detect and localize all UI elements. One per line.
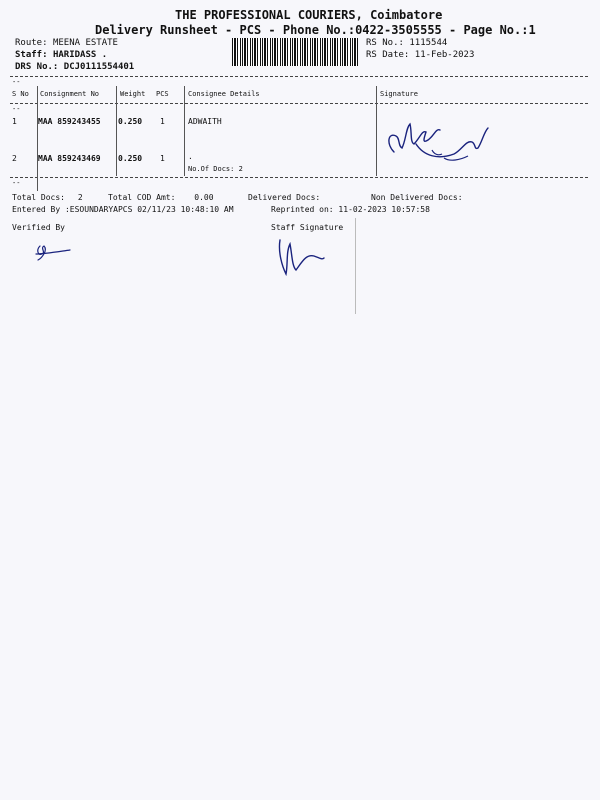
company-title: THE PROFESSIONAL COURIERS, Coimbatore — [175, 8, 443, 22]
total-docs-value: 2 — [77, 193, 83, 202]
total-docs — [12, 193, 83, 202]
faint-line — [355, 218, 356, 314]
col-header-pcs: PCS — [156, 90, 169, 98]
reprinted-on: Reprinted on: 11-02-2023 10:57:58 — [271, 205, 430, 214]
staff-value: HARIDASS . — [52, 50, 108, 60]
row-2-consignee: . — [188, 152, 193, 161]
row-1-sno: 1 — [12, 117, 17, 126]
rule-dash: -- — [12, 78, 21, 86]
total-cod — [108, 193, 214, 202]
col-header-sno: S No — [12, 90, 29, 98]
col-sep — [184, 86, 185, 176]
entered-by: Entered By :ESOUNDARYAPCS 02/11/23 10:48:10 AM — [12, 205, 234, 214]
row-1-pcs: 1 — [160, 117, 165, 126]
row-1-weight: 0.250 — [118, 117, 143, 126]
rule-header-bottom — [10, 103, 588, 104]
verified-by-label: Verified By — [12, 223, 65, 232]
col-header-signature: Signature — [380, 90, 418, 98]
rule-dash: -- — [12, 105, 21, 113]
rs-no-value: 1115544 — [409, 38, 448, 48]
route-value: MEENA ESTATE — [52, 38, 118, 48]
row-2-pcs: 1 — [160, 154, 165, 163]
rs-date-line — [366, 50, 474, 60]
rs-no-line — [366, 38, 447, 48]
col-sep — [376, 86, 377, 176]
col-sep — [116, 86, 117, 176]
rs-date-value: 11-Feb-2023 — [414, 50, 475, 60]
col-header-consignment: Consignment No — [40, 90, 100, 98]
rs-date-label: RS Date: — [366, 50, 410, 60]
col-header-consignee: Consignee Details — [188, 90, 260, 98]
drs-label: DRS No.: — [15, 62, 59, 72]
staff-label: Staff: — [15, 50, 48, 60]
recipient-signature — [380, 110, 495, 170]
total-cod-label: Total COD Amt: — [108, 193, 176, 202]
route-label: Route: — [15, 38, 48, 48]
total-docs-label: Total Docs: — [12, 193, 65, 202]
non-delivered-docs-label: Non Delivered Docs: — [371, 193, 463, 202]
verifier-signature — [32, 242, 72, 264]
drs-value: DCJ0111554401 — [63, 62, 135, 72]
row-1-consignment: MAA 859243455 — [38, 117, 101, 126]
rule-dash: -- — [12, 179, 21, 187]
drs-line — [15, 62, 134, 72]
staff-signature — [276, 236, 326, 278]
barcode — [232, 38, 358, 66]
total-cod-value: 0.00 — [194, 193, 214, 202]
row-2-sno: 2 — [12, 154, 17, 163]
rs-no-label: RS No.: — [366, 38, 404, 48]
staff-signature-label: Staff Signature — [271, 223, 344, 232]
rule-top — [10, 76, 588, 77]
row-1-consignee: ADWAITH — [188, 117, 222, 126]
rule-table-bottom — [10, 177, 588, 178]
staff-line — [15, 50, 107, 60]
col-sep — [37, 86, 38, 191]
runsheet-subtitle: Delivery Runsheet - PCS - Phone No.:0422-3505555 - Page No.:1 — [95, 23, 536, 37]
col-header-weight: Weight — [120, 90, 146, 98]
row-2-consignment: MAA 859243469 — [38, 154, 101, 163]
row-2-weight: 0.250 — [118, 154, 143, 163]
delivered-docs-label: Delivered Docs: — [248, 193, 321, 202]
row-2-docs: No.Of Docs: 2 — [188, 165, 243, 173]
route-line — [15, 38, 118, 48]
